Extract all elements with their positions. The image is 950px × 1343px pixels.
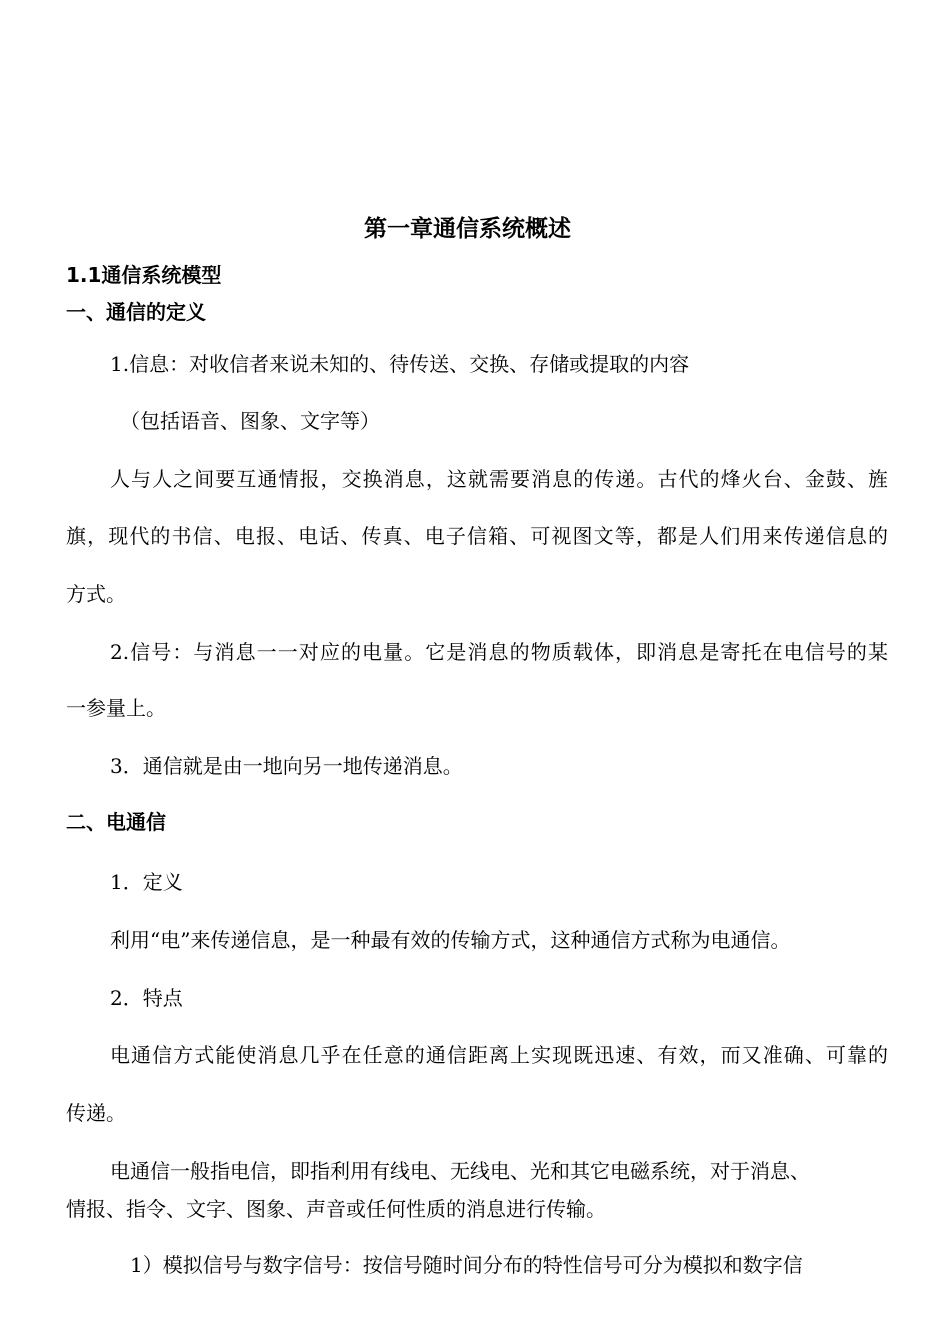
sub-heading-features: 2．特点 — [110, 986, 183, 1010]
heading-definition: 一、通信的定义 — [66, 300, 206, 324]
item-1-info: 1.信息：对收信者来说未知的、待传送、交换、存储或提取的内容 — [110, 352, 690, 376]
sub-heading-definition: 1．定义 — [110, 870, 183, 894]
item-2-signal: 2.信号：与消息一一对应的电量。它是消息的物质载体，即消息是寄托在电信号的某 — [110, 640, 888, 664]
item-3-communication: 3．通信就是由一地向另一地传递消息。 — [110, 754, 463, 778]
paragraph-features: 电通信方式能使消息几乎在任意的通信距离上实现既迅速、有效，而又准确、可靠的 — [110, 1043, 888, 1067]
paragraph-line: 旗，现代的书信、电报、电话、传真、电子信箱、可视图文等，都是人们用来传递信息的 — [66, 524, 888, 548]
paragraph-line: 人与人之间要互通情报，交换消息，这就需要消息的传递。古代的烽火台、金鼓、旌 — [110, 467, 888, 491]
item-analog-digital: 1）模拟信号与数字信号：按信号随时间分布的特性信号可分为模拟和数字信 — [130, 1253, 803, 1277]
chapter-title: 第一章通信系统概述 — [364, 216, 571, 242]
paragraph-definition: 利用“电”来传递信息，是一种最有效的传输方式，这种通信方式称为电通信。 — [110, 928, 791, 952]
paragraph-line: 方式。 — [66, 582, 126, 606]
section-heading-1-1: 1.1通信系统模型 — [66, 263, 222, 287]
item-2-signal-cont: 一参量上。 — [66, 696, 166, 720]
heading-telecom: 二、电通信 — [66, 810, 166, 834]
paragraph-general-cont: 情报、指令、文字、图象、声音或任何性质的消息进行传输。 — [66, 1197, 606, 1221]
item-1-info-note: （包括语音、图象、文字等） — [120, 409, 380, 433]
paragraph-general: 电通信一般指电信，即指利用有线电、无线电、光和其它电磁系统，对于消息、 — [110, 1159, 810, 1183]
paragraph-features-cont: 传递。 — [66, 1101, 126, 1125]
